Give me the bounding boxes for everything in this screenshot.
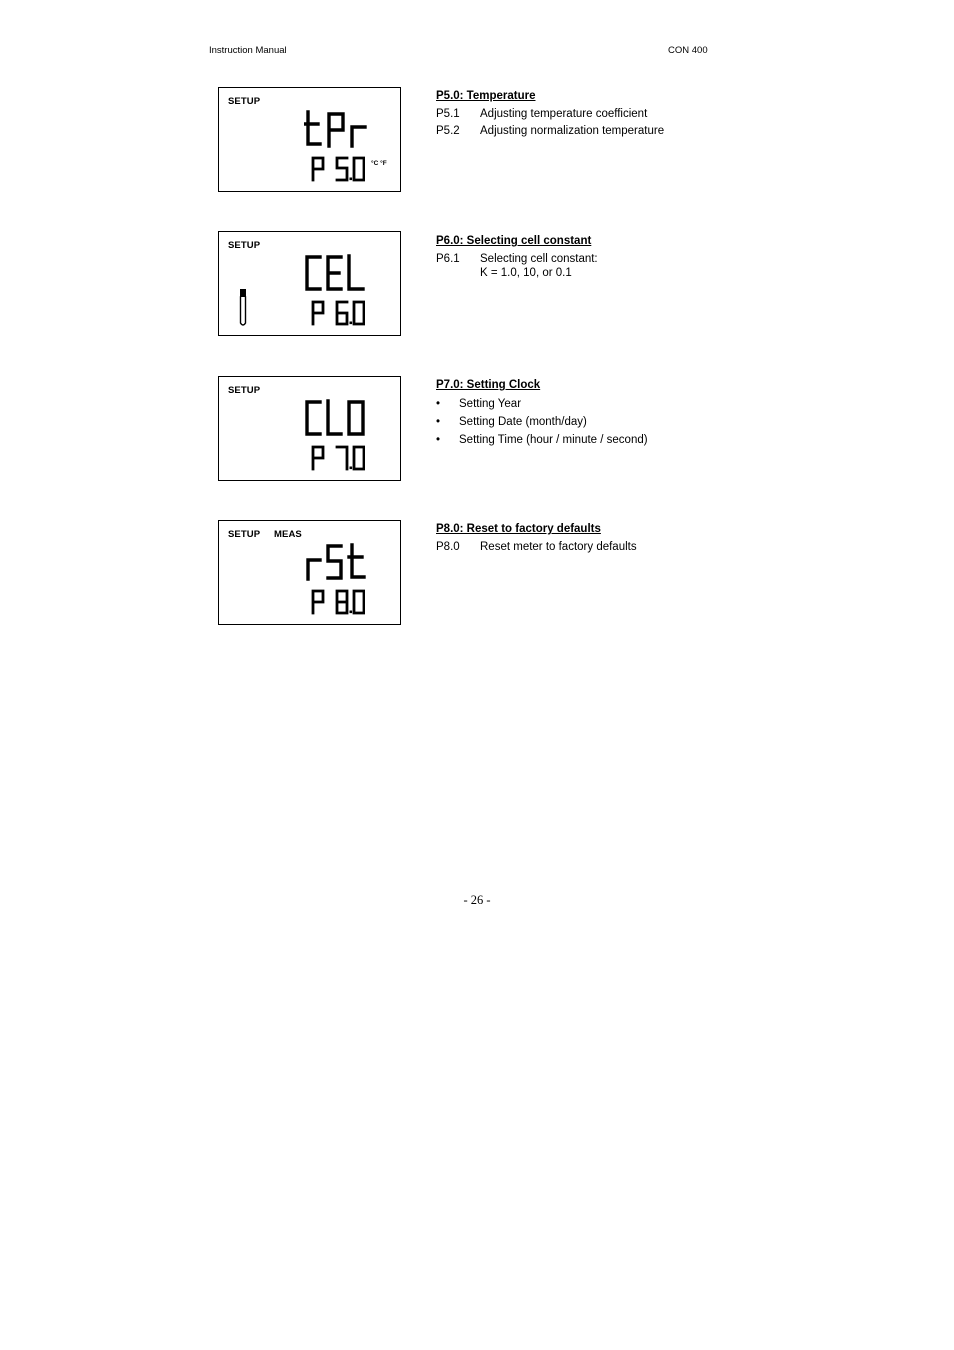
item-code: P5.2 (436, 125, 460, 137)
lcd-sub-p50 (310, 156, 365, 182)
bullet-text: Setting Time (hour / minute / second) (459, 433, 648, 446)
header-left: Instruction Manual (209, 45, 287, 56)
bullet-marker: • (436, 397, 441, 410)
lcd-main-rst (304, 543, 368, 581)
lcd-sub-p80 (310, 589, 365, 615)
temperature-units: °C °F (371, 160, 387, 167)
list-item (436, 106, 664, 124)
section-p6-cell-constant (436, 233, 598, 280)
section-p8-reset (436, 521, 637, 556)
lcd-panel-p8 (218, 520, 401, 625)
bullet-marker: • (436, 433, 441, 446)
list-item (436, 251, 598, 280)
lcd-panel-p5 (218, 87, 401, 192)
bullet-marker: • (436, 415, 441, 428)
lcd-panel-p7 (218, 376, 401, 481)
section-p5-temperature (436, 88, 664, 141)
list-item (436, 539, 637, 557)
indicator-setup: SETUP (228, 385, 261, 396)
item-text: Adjusting normalization temperature (480, 125, 665, 137)
item-text: Adjusting temperature coefficient (480, 107, 648, 120)
item-code: P6.1 (436, 252, 460, 265)
lcd-main-clo (304, 399, 368, 437)
section-title: P6.0: Selecting cell constant (436, 235, 592, 247)
bullet-item (436, 395, 648, 413)
item-text: Selecting cell constant: K = 1.0, 10, or 0.1 (480, 252, 598, 279)
section-title: P8.0: Reset to factory defaults (436, 523, 601, 535)
indicator-setup: SETUP (228, 529, 261, 540)
lcd-sub-p60 (310, 300, 365, 326)
indicator-meas: MEAS (274, 529, 302, 540)
indicator-setup: SETUP (228, 96, 261, 107)
item-code: P5.1 (436, 107, 460, 120)
lcd-panel-p6 (218, 231, 401, 336)
lcd-sub-p70 (310, 445, 365, 471)
section-title: P7.0: Setting Clock (436, 379, 541, 391)
lcd-main-cel (304, 254, 368, 292)
bullet-item (436, 431, 648, 449)
bullet-item (436, 413, 648, 431)
bullet-text: Setting Year (459, 397, 522, 410)
section-p7-clock (436, 377, 648, 449)
item-text: Reset meter to factory defaults (480, 540, 637, 553)
lcd-main-tpr (304, 110, 368, 148)
list-item (436, 123, 664, 141)
indicator-setup: SETUP (228, 240, 261, 251)
page-number: - 26 - (463, 893, 491, 907)
section-title: P5.0: Temperature (436, 90, 536, 102)
item-code: P8.0 (436, 540, 460, 553)
header-right: CON 400 (668, 45, 708, 56)
bullet-text: Setting Date (month/day) (459, 415, 587, 428)
conductivity-probe-icon (237, 288, 249, 328)
